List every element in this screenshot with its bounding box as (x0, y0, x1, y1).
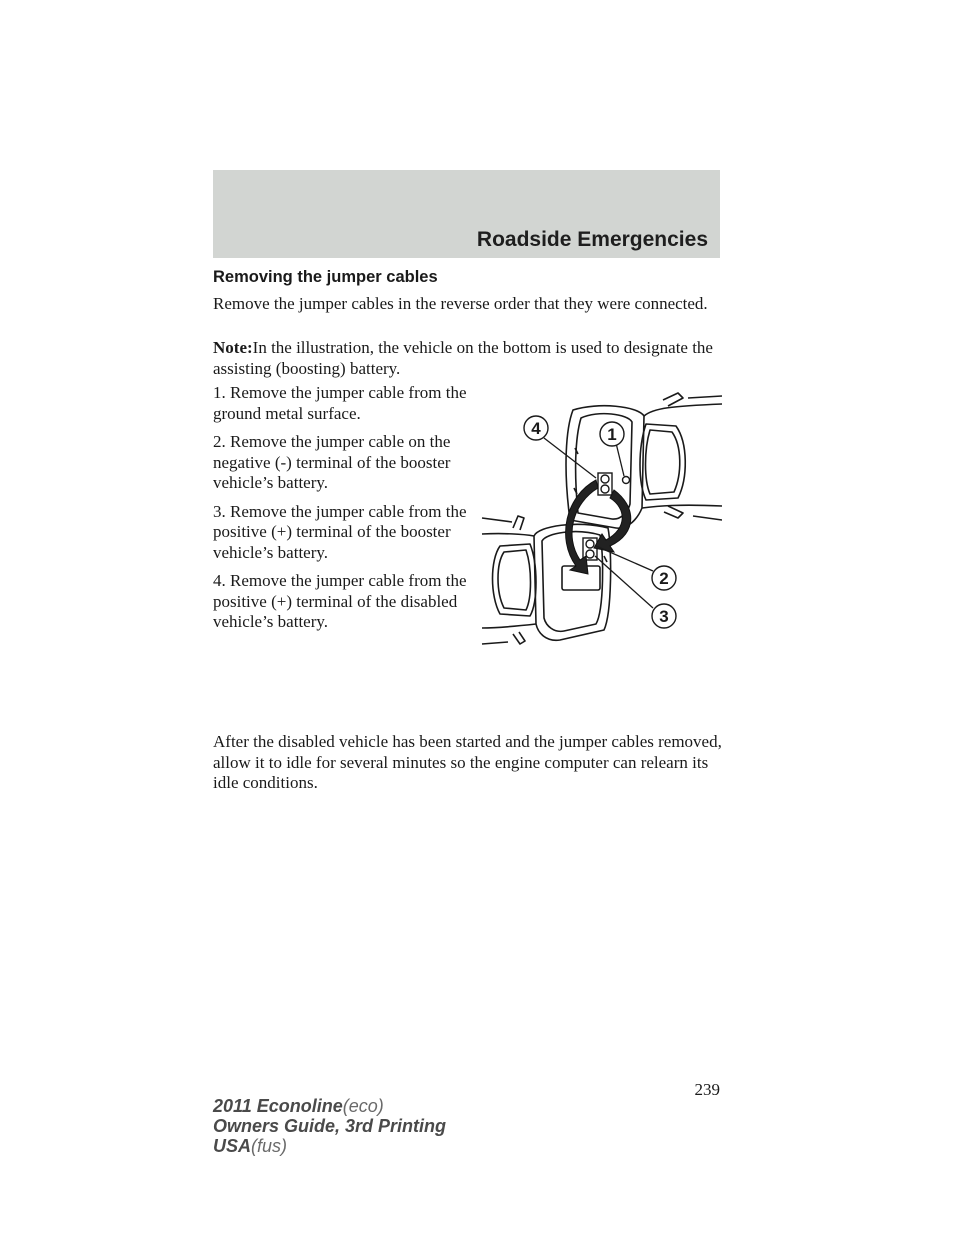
footer-imprint (213, 1096, 446, 1156)
callout-2: 2 (659, 569, 669, 588)
page-number: 239 (694, 1080, 720, 1099)
arrow-icon (594, 490, 631, 552)
note-label: Note: (213, 338, 253, 357)
callout-4: 4 (531, 419, 541, 438)
step-item: 1. Remove the jumper cable from the ground metal surface. (213, 383, 467, 423)
section-title: Roadside Emergencies (476, 228, 708, 251)
intro-paragraph: Remove the jumper cables in the reverse order that they were connected. (213, 294, 708, 313)
footer-model-code: (eco) (342, 1096, 384, 1116)
removal-steps (213, 383, 468, 641)
booster-vehicle (482, 516, 611, 644)
footer-market: USA (213, 1136, 252, 1156)
jumper-cable-illustration (478, 388, 722, 648)
callout-1: 1 (607, 425, 617, 444)
note-paragraph (213, 338, 723, 379)
step-item: 4. Remove the jumper cable from the positive (+) terminal of the disabled vehicle’s battery. (213, 571, 467, 631)
note-text: In the illustration, the vehicle on the bottom is used to designate the assisting (boosting) battery. (213, 338, 713, 378)
disabled-vehicle (566, 393, 722, 528)
header-band (213, 170, 720, 258)
footer-market-code: (fus) (251, 1136, 288, 1156)
footer-guide: Owners Guide, 3rd Printing (213, 1116, 447, 1136)
step-item: 3. Remove the jumper cable from the positive (+) terminal of the booster vehicle’s battery. (213, 501, 467, 562)
footer-model: 2011 Econoline (213, 1096, 343, 1116)
after-paragraph: After the disabled vehicle has been started and the jumper cables removed, allow it to idle for several minutes so the engine computer can relearn its idle conditions. (213, 732, 722, 792)
callout-3: 3 (659, 607, 669, 626)
step-item: 2. Remove the jumper cable on the negative (-) terminal of the booster vehicle’s battery. (213, 432, 451, 492)
section-heading: Removing the jumper cables (213, 268, 438, 286)
